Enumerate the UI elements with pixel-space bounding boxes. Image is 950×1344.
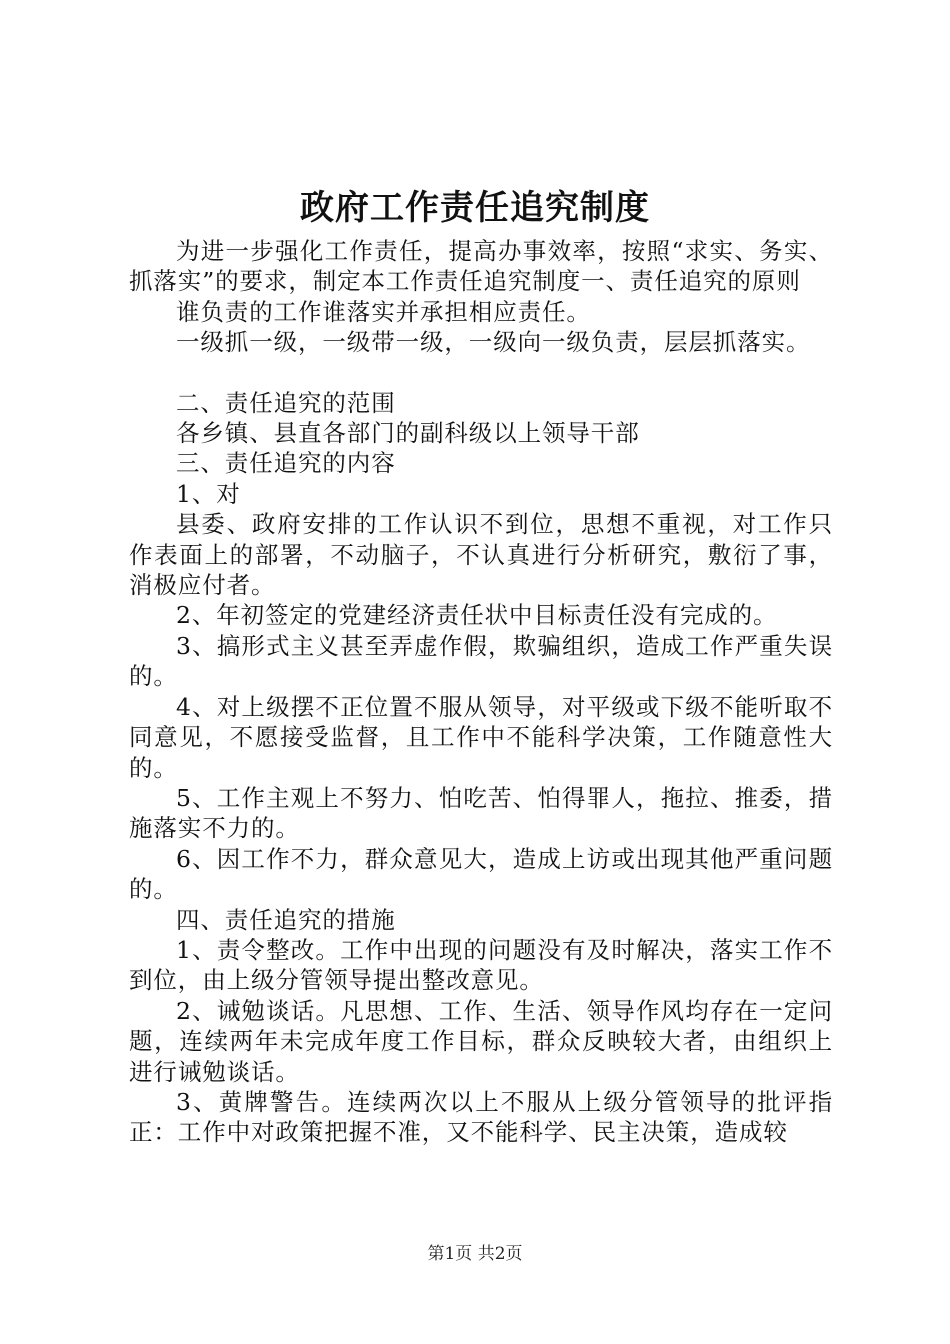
paragraph-content-item-4: 4、对上级摆不正位置不服从领导，对平级或下级不能听取不同意见，不愿接受监督，且工作中不能科学决策，工作随意性大的。 xyxy=(129,692,833,782)
paragraph-measure-1: 1、责令整改。工作中出现的问题没有及时解决，落实工作不到位，由上级分管领导提出整改意见。 xyxy=(129,935,833,995)
paragraph-measure-2: 2、诫勉谈话。凡思想、工作、生活、领导作风均存在一定问题，连续两年未完成年度工作目标，群众反映较大者，由组织上进行诫勉谈话。 xyxy=(129,996,833,1086)
paragraph-principle-2: 一级抓一级，一级带一级，一级向一级负责，层层抓落实。 xyxy=(176,328,811,357)
paragraph-content-item-3: 3、搞形式主义甚至弄虚作假，欺骗组织，造成工作严重失误的。 xyxy=(129,631,833,691)
section-heading-measures: 四、责任追究的措施 xyxy=(176,905,396,934)
paragraph-measure-3: 3、黄牌警告。连续两次以上不服从上级分管领导的批评指正：工作中对政策把握不准，又不能科学、民主决策，造成较 xyxy=(129,1087,833,1147)
section-heading-content: 三、责任追究的内容 xyxy=(176,449,396,478)
paragraph-content-item-2: 2、年初签定的党建经济责任状中目标责任没有完成的。 xyxy=(176,601,778,630)
paragraph-scope: 各乡镇、县直各部门的副科级以上领导干部 xyxy=(176,419,640,448)
paragraph-intro: 为进一步强化工作责任，提高办事效率，按照“求实、务实、抓落实”的要求，制定本工作责任追究制度一、责任追究的原则 xyxy=(129,237,833,296)
paragraph-principle-1: 谁负责的工作谁落实并承担相应责任。 xyxy=(176,297,591,326)
paragraph-content-item-1-label: 1、对 xyxy=(176,479,241,508)
paragraph-content-item-6: 6、因工作不力，群众意见大，造成上访或出现其他严重问题的。 xyxy=(129,844,833,904)
section-heading-scope: 二、责任追究的范围 xyxy=(176,388,396,417)
page-footer: 第1页 共2页 xyxy=(427,1244,523,1264)
document-title: 政府工作责任追究制度 xyxy=(300,188,650,228)
document-body xyxy=(129,236,833,1148)
paragraph-gap xyxy=(129,358,833,388)
paragraph-content-item-5: 5、工作主观上不努力、怕吃苦、怕得罪人，拖拉、推委，措施落实不力的。 xyxy=(129,783,833,843)
paragraph-content-item-1: 县委、政府安排的工作认识不到位，思想不重视，对工作只作表面上的部署，不动脑子，不认真进行分析研究，敷衍了事，消极应付者。 xyxy=(129,510,833,600)
